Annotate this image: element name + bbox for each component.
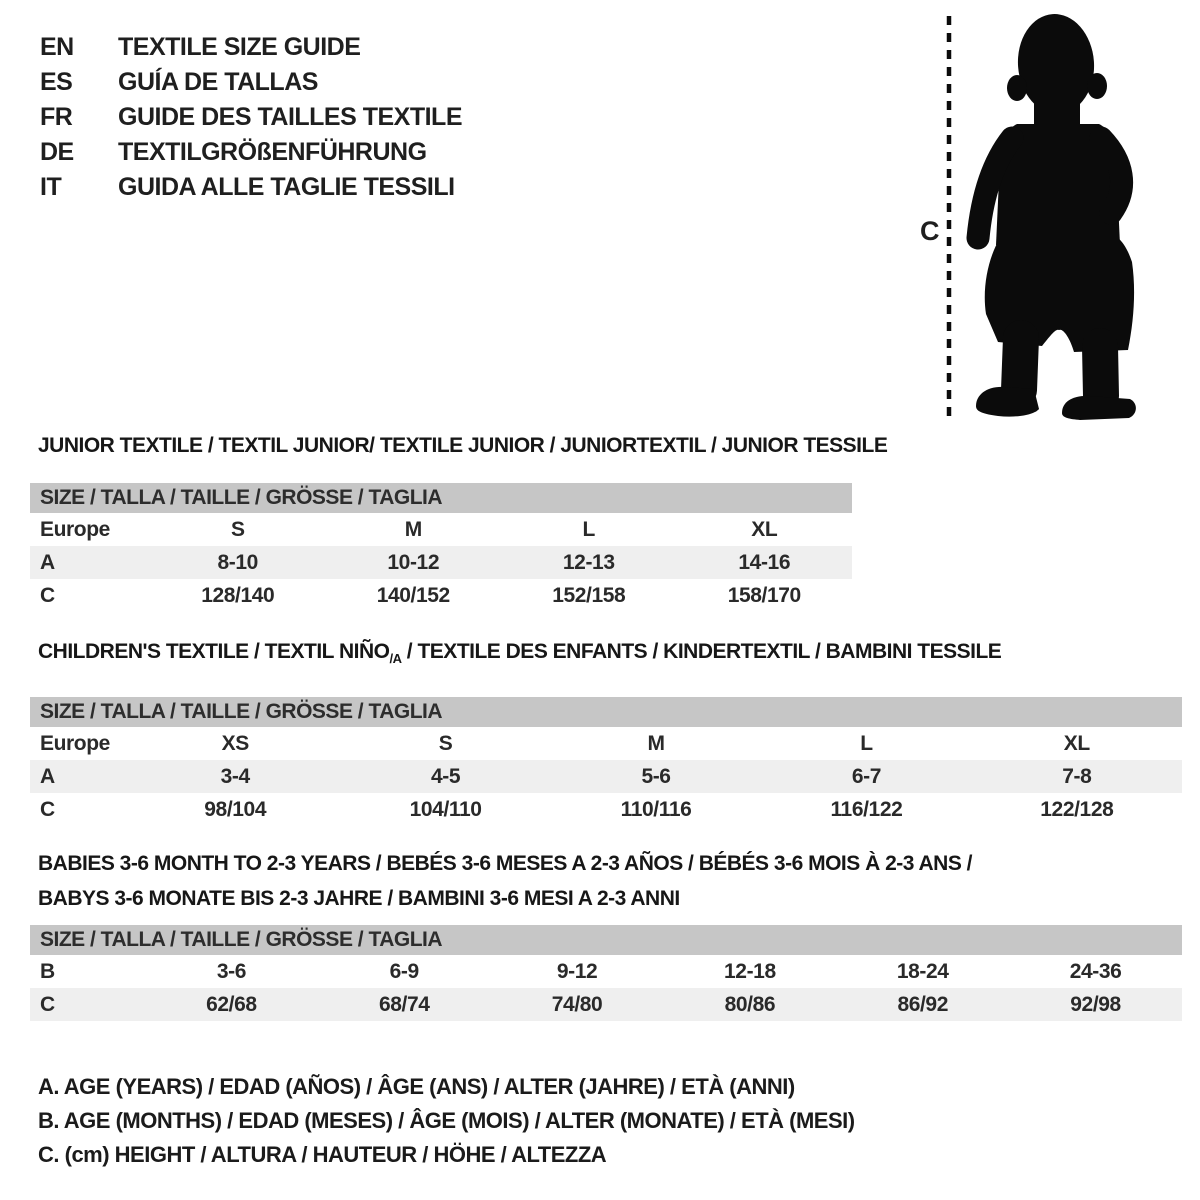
junior-cell: L [582,518,595,541]
children-cell: XL [1063,732,1090,755]
babies-cell: 92/98 [1070,993,1121,1016]
children-cell: 5-6 [641,765,671,788]
babies-cell: 62/68 [206,993,257,1016]
babies-cell: 86/92 [897,993,948,1016]
junior-table-body [30,513,852,612]
children-title-main: CHILDREN'S TEXTILE / TEXTIL NIÑO [38,640,390,663]
children-cell: 4-5 [431,765,461,788]
children-row-europe [30,727,1182,760]
junior-cell: XL [751,518,778,541]
children-table-title [30,640,1182,671]
children-title-subscript: /A [389,651,402,666]
lang-code: EN [40,33,74,61]
lang-code: ES [40,68,73,96]
legend-line-b: B. AGE (MONTHS) / EDAD (MESES) / ÂGE (MOIS) / ALTER (MONATE) / ETÀ (MESI) [38,1108,855,1133]
legend-line-a: A. AGE (YEARS) / EDAD (AÑOS) / ÂGE (ANS) / ALTER (JAHRE) / ETÀ (ANNI) [38,1074,795,1099]
children-cell: 116/122 [830,798,903,821]
children-size-header-bar: SIZE / TALLA / TAILLE / GRÖSSE / TAGLIA [30,697,1182,727]
babies-cell: 3-6 [216,960,246,983]
junior-cell: 12-13 [562,551,615,574]
babies-cell: 80/86 [724,993,776,1016]
lang-code: DE [40,138,74,166]
babies-table-body [30,955,1182,1021]
lang-code: IT [40,173,62,201]
children-cell: S [438,732,453,755]
babies-table-title [30,846,1182,916]
children-row-label: A [40,765,55,788]
junior-cell: 158/170 [727,584,801,607]
lang-code: FR [40,103,73,131]
babies-row-label: B [40,960,55,983]
lang-row-es [40,65,462,100]
junior-cell: 10-12 [387,551,440,574]
babies-row-c [30,988,1182,1021]
children-cell: 110/116 [620,798,692,821]
children-row-label: Europe [40,732,110,755]
junior-row-c [30,579,852,612]
junior-cell: S [230,518,245,541]
children-title-rest: / TEXTILE DES ENFANTS / KINDERTEXTIL / BAMBINI TESSILE [401,640,1002,663]
babies-cell: 24-36 [1069,960,1122,983]
lang-label: TEXTILE SIZE GUIDE [118,33,361,61]
children-cell: 98/104 [204,798,267,821]
children-cell: XS [221,732,249,755]
children-cell: 104/110 [409,798,482,821]
children-cell: 6-7 [851,765,881,788]
children-table-body [30,727,1182,826]
junior-cell: M [404,518,422,541]
babies-cell: 74/80 [551,993,603,1016]
babies-cell: 6-9 [389,960,419,983]
junior-cell: 14-16 [738,551,791,574]
lang-label: GUÍA DE TALLAS [118,68,318,96]
babies-row-label: C [40,993,55,1016]
height-measure-label: C [920,216,940,246]
baby-silhouette-figure [920,0,1200,430]
babies-size-header-bar: SIZE / TALLA / TAILLE / GRÖSSE / TAGLIA [30,925,1182,955]
junior-cell: 8-10 [217,551,258,574]
lang-row-fr [40,100,462,135]
babies-textile-section [30,846,1182,1021]
toddler-silhouette-icon [976,11,1136,420]
lang-label: GUIDA ALLE TAGLIE TESSILI [118,173,455,201]
junior-textile-section [30,434,888,612]
lang-label: TEXTILGRÖßENFÜHRUNG [118,138,427,166]
lang-row-en [40,30,462,65]
junior-cell: 140/152 [376,584,450,607]
junior-row-a [30,546,852,579]
junior-row-label: A [40,551,55,574]
junior-row-label: Europe [40,518,110,541]
children-cell: 7-8 [1062,765,1092,788]
legend [38,1070,855,1172]
babies-title-line2: BABYS 3-6 MONATE BIS 2-3 JAHRE / BAMBINI 3-6 MESI A 2-3 ANNI [38,887,680,910]
junior-row-label: C [40,584,55,607]
children-row-c [30,793,1182,826]
junior-cell: 152/158 [552,584,626,607]
babies-cell: 12-18 [724,960,776,983]
children-cell: L [860,732,873,755]
lang-row-de [40,135,462,170]
babies-title-line1: BABIES 3-6 MONTH TO 2-3 YEARS / BEBÉS 3-6 MESES A 2-3 AÑOS / BÉBÉS 3-6 MOIS À 2-3 ANS / [38,852,973,875]
legend-line-c: C. (cm) HEIGHT / ALTURA / HAUTEUR / HÖHE / ALTEZZA [38,1142,607,1167]
junior-table-title: JUNIOR TEXTILE / TEXTIL JUNIOR/ TEXTILE JUNIOR / JUNIORTEXTIL / JUNIOR TESSILE [38,434,888,457]
language-list [40,30,462,205]
children-row-a [30,760,1182,793]
junior-row-europe [30,513,852,546]
children-cell: 122/128 [1040,798,1114,821]
children-row-label: C [40,798,55,821]
children-cell: 3-4 [220,765,250,788]
junior-cell: 128/140 [201,584,275,607]
babies-row-b [30,955,1182,988]
lang-row-it [40,170,462,205]
lang-label: GUIDE DES TAILLES TEXTILE [118,103,463,131]
junior-size-header-bar: SIZE / TALLA / TAILLE / GRÖSSE / TAGLIA [30,483,852,513]
babies-cell: 9-12 [556,960,598,983]
babies-cell: 68/74 [378,993,430,1016]
children-cell: M [647,732,665,755]
babies-cell: 18-24 [896,960,949,983]
children-textile-section [30,640,1182,826]
